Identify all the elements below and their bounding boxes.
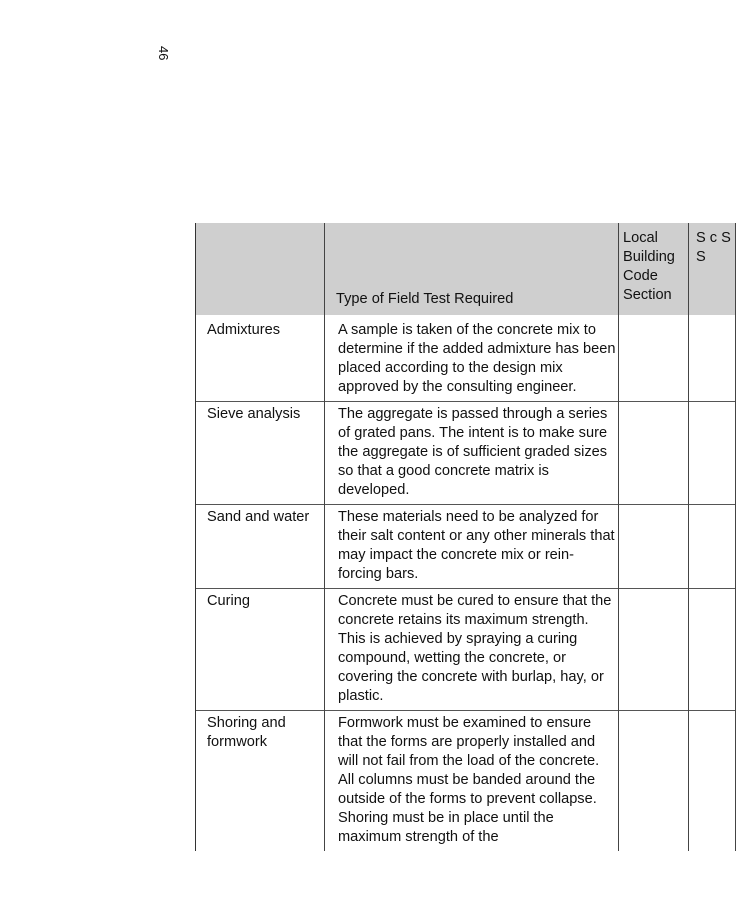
table-row <box>196 315 736 402</box>
row-field-test-description: Concrete must be cured to ensure that the concrete retains its maximum strength. This is achieved by spraying a curing compound, wetting the concrete, or covering the concrete with burlap, hay, or plastic. <box>325 589 619 711</box>
header-local-building-code-section: Local Building Code Section <box>619 223 689 315</box>
field-test-table <box>195 223 736 851</box>
row-truncated-cell <box>689 711 736 852</box>
header-field-test-type: Type of Field Test Required <box>325 223 619 315</box>
table-row <box>196 711 736 852</box>
header-item <box>196 223 325 315</box>
row-item: Sieve analysis <box>196 402 325 505</box>
row-item: Curing <box>196 589 325 711</box>
table-row <box>196 505 736 589</box>
row-code-section <box>619 315 689 402</box>
row-item: Shoring and formwork <box>196 711 325 852</box>
header-truncated-column: S c S S <box>689 223 736 315</box>
row-code-section <box>619 589 689 711</box>
row-field-test-description: A sample is taken of the concrete mix to determine if the added admixture has been placed according to the design mix approved by the consulting engineer. <box>325 315 619 402</box>
field-test-table-container <box>195 223 731 845</box>
header-row <box>196 223 736 315</box>
row-field-test-description: The aggregate is passed through a series of grated pans. The intent is to make sure the aggregate is of sufficient graded sizes so that a good concrete matrix is developed. <box>325 402 619 505</box>
row-item: Admixtures <box>196 315 325 402</box>
row-truncated-cell <box>689 505 736 589</box>
page-number: 46 <box>156 46 171 61</box>
row-truncated-cell <box>689 589 736 711</box>
row-truncated-cell <box>689 402 736 505</box>
row-field-test-description: Formwork must be examined to ensure that the forms are properly installed and will not fail from the load of the concrete. All columns must be banded around the outside of the forms to prevent collapse. Shoring must be in place until the maximum strength of the <box>325 711 619 852</box>
row-code-section <box>619 402 689 505</box>
table-row <box>196 402 736 505</box>
row-code-section <box>619 711 689 852</box>
row-code-section <box>619 505 689 589</box>
row-field-test-description: These materials need to be analyzed for their salt content or any other minerals that may impact the concrete mix or rein-forcing bars. <box>325 505 619 589</box>
table-body <box>196 315 736 851</box>
row-item: Sand and water <box>196 505 325 589</box>
row-truncated-cell <box>689 315 736 402</box>
table-row <box>196 589 736 711</box>
table-header <box>196 223 736 315</box>
